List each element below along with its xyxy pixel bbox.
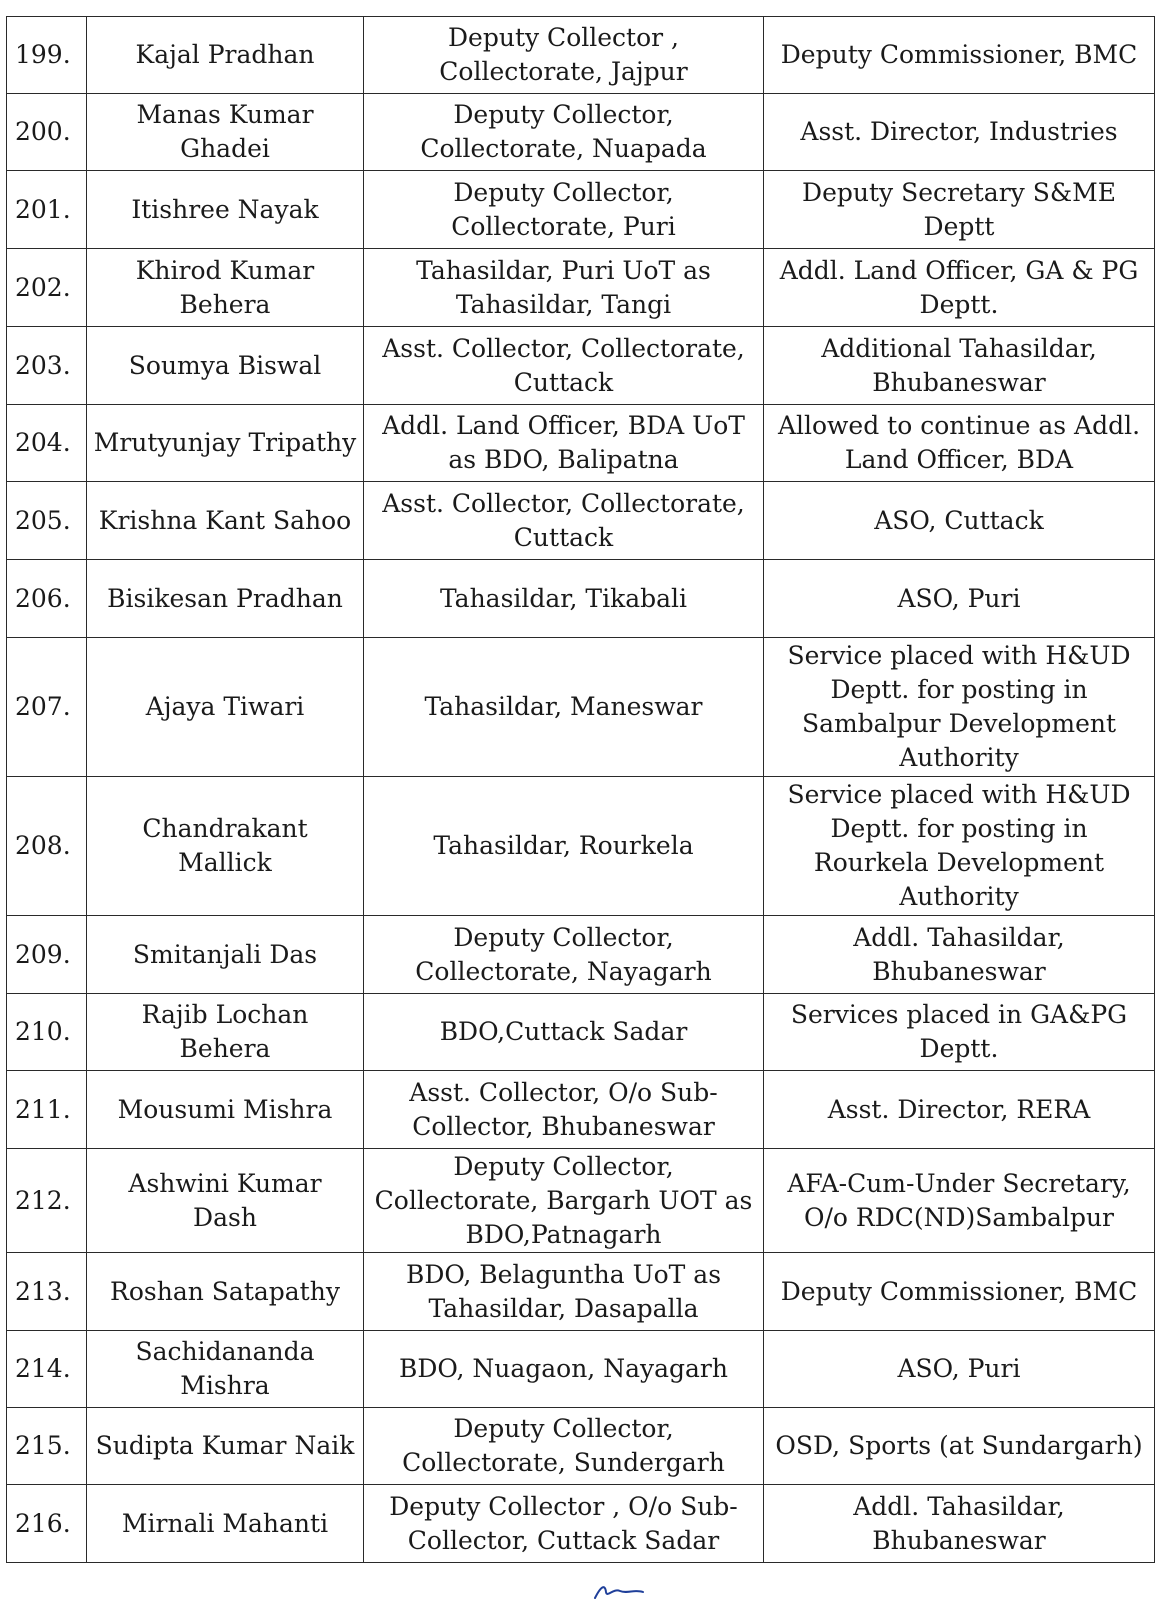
new-posting: Asst. Director, Industries [764,94,1155,171]
signature-mark [565,1582,705,1600]
serial-number: 203. [7,327,87,405]
officer-name: Itishree Nayak [87,171,364,249]
officer-name: Sudipta Kumar Naik [87,1408,364,1485]
table-row [7,1485,1155,1563]
present-posting: Deputy Collector, Collectorate, Sundergarh [364,1408,764,1485]
new-posting: Addl. Land Officer, GA & PG Deptt. [764,249,1155,327]
present-posting: Deputy Collector , Collectorate, Jajpur [364,17,764,94]
new-posting: Allowed to continue as Addl. Land Officer, BDA [764,405,1155,482]
present-posting: Addl. Land Officer, BDA UoT as BDO, Balipatna [364,405,764,482]
present-posting: Deputy Collector , O/o Sub-Collector, Cuttack Sadar [364,1485,764,1563]
serial-number: 209. [7,916,87,994]
serial-number: 213. [7,1253,87,1331]
table-row [7,777,1155,916]
officer-name: Krishna Kant Sahoo [87,482,364,560]
officer-name: Smitanjali Das [87,916,364,994]
new-posting: ASO, Cuttack [764,482,1155,560]
table-row [7,171,1155,249]
present-posting: BDO,Cuttack Sadar [364,994,764,1071]
new-posting: Deputy Commissioner, BMC [764,17,1155,94]
serial-number: 210. [7,994,87,1071]
new-posting: OSD, Sports (at Sundargarh) [764,1408,1155,1485]
serial-number: 208. [7,777,87,916]
present-posting: Asst. Collector, Collectorate, Cuttack [364,327,764,405]
serial-number: 216. [7,1485,87,1563]
transfer-posting-table [6,16,1155,1563]
serial-number: 201. [7,171,87,249]
serial-number: 205. [7,482,87,560]
present-posting: BDO, Nuagaon, Nayagarh [364,1331,764,1408]
table-row [7,560,1155,638]
present-posting: Deputy Collector, Collectorate, Puri [364,171,764,249]
officer-name: Mirnali Mahanti [87,1485,364,1563]
serial-number: 200. [7,94,87,171]
officer-name: Manas Kumar Ghadei [87,94,364,171]
present-posting: Tahasildar, Puri UoT as Tahasildar, Tangi [364,249,764,327]
table-row [7,916,1155,994]
officer-name: Khirod Kumar Behera [87,249,364,327]
officer-name: Sachidananda Mishra [87,1331,364,1408]
new-posting: Asst. Director, RERA [764,1071,1155,1149]
serial-number: 211. [7,1071,87,1149]
table-row [7,638,1155,777]
new-posting: ASO, Puri [764,560,1155,638]
new-posting: Services placed in GA&PG Deptt. [764,994,1155,1071]
present-posting: Asst. Collector, Collectorate, Cuttack [364,482,764,560]
new-posting: Deputy Secretary S&ME Deptt [764,171,1155,249]
table-row [7,94,1155,171]
present-posting: Asst. Collector, O/o Sub-Collector, Bhubaneswar [364,1071,764,1149]
present-posting: Deputy Collector, Collectorate, Nayagarh [364,916,764,994]
table-row [7,994,1155,1071]
new-posting: AFA-Cum-Under Secretary, O/o RDC(ND)Sambalpur [764,1149,1155,1253]
table-body [7,17,1155,1563]
officer-name: Bisikesan Pradhan [87,560,364,638]
new-posting: Deputy Commissioner, BMC [764,1253,1155,1331]
serial-number: 207. [7,638,87,777]
present-posting: Tahasildar, Rourkela [364,777,764,916]
new-posting: Service placed with H&UD Deptt. for posting in Rourkela Development Authority [764,777,1155,916]
officer-name: Chandrakant Mallick [87,777,364,916]
officer-name: Kajal Pradhan [87,17,364,94]
present-posting: Tahasildar, Tikabali [364,560,764,638]
table-row [7,1149,1155,1253]
new-posting: Addl. Tahasildar, Bhubaneswar [764,916,1155,994]
table-row [7,1331,1155,1408]
officer-name: Rajib Lochan Behera [87,994,364,1071]
new-posting: ASO, Puri [764,1331,1155,1408]
officer-name: Soumya Biswal [87,327,364,405]
present-posting: Deputy Collector, Collectorate, Nuapada [364,94,764,171]
officer-name: Ajaya Tiwari [87,638,364,777]
serial-number: 199. [7,17,87,94]
serial-number: 212. [7,1149,87,1253]
serial-number: 215. [7,1408,87,1485]
present-posting: Deputy Collector, Collectorate, Bargarh UOT as BDO,Patnagarh [364,1149,764,1253]
serial-number: 202. [7,249,87,327]
table-row [7,1071,1155,1149]
present-posting: Tahasildar, Maneswar [364,638,764,777]
table-row [7,1408,1155,1485]
serial-number: 214. [7,1331,87,1408]
new-posting: Additional Tahasildar, Bhubaneswar [764,327,1155,405]
new-posting: Addl. Tahasildar, Bhubaneswar [764,1485,1155,1563]
present-posting: BDO, Belaguntha UoT as Tahasildar, Dasapalla [364,1253,764,1331]
table-row [7,327,1155,405]
table-row [7,249,1155,327]
officer-name: Ashwini Kumar Dash [87,1149,364,1253]
officer-name: Roshan Satapathy [87,1253,364,1331]
serial-number: 204. [7,405,87,482]
new-posting: Service placed with H&UD Deptt. for posting in Sambalpur Development Authority [764,638,1155,777]
table-row [7,405,1155,482]
table-row [7,482,1155,560]
serial-number: 206. [7,560,87,638]
officer-name: Mousumi Mishra [87,1071,364,1149]
officer-name: Mrutyunjay Tripathy [87,405,364,482]
table-row [7,17,1155,94]
table-row [7,1253,1155,1331]
